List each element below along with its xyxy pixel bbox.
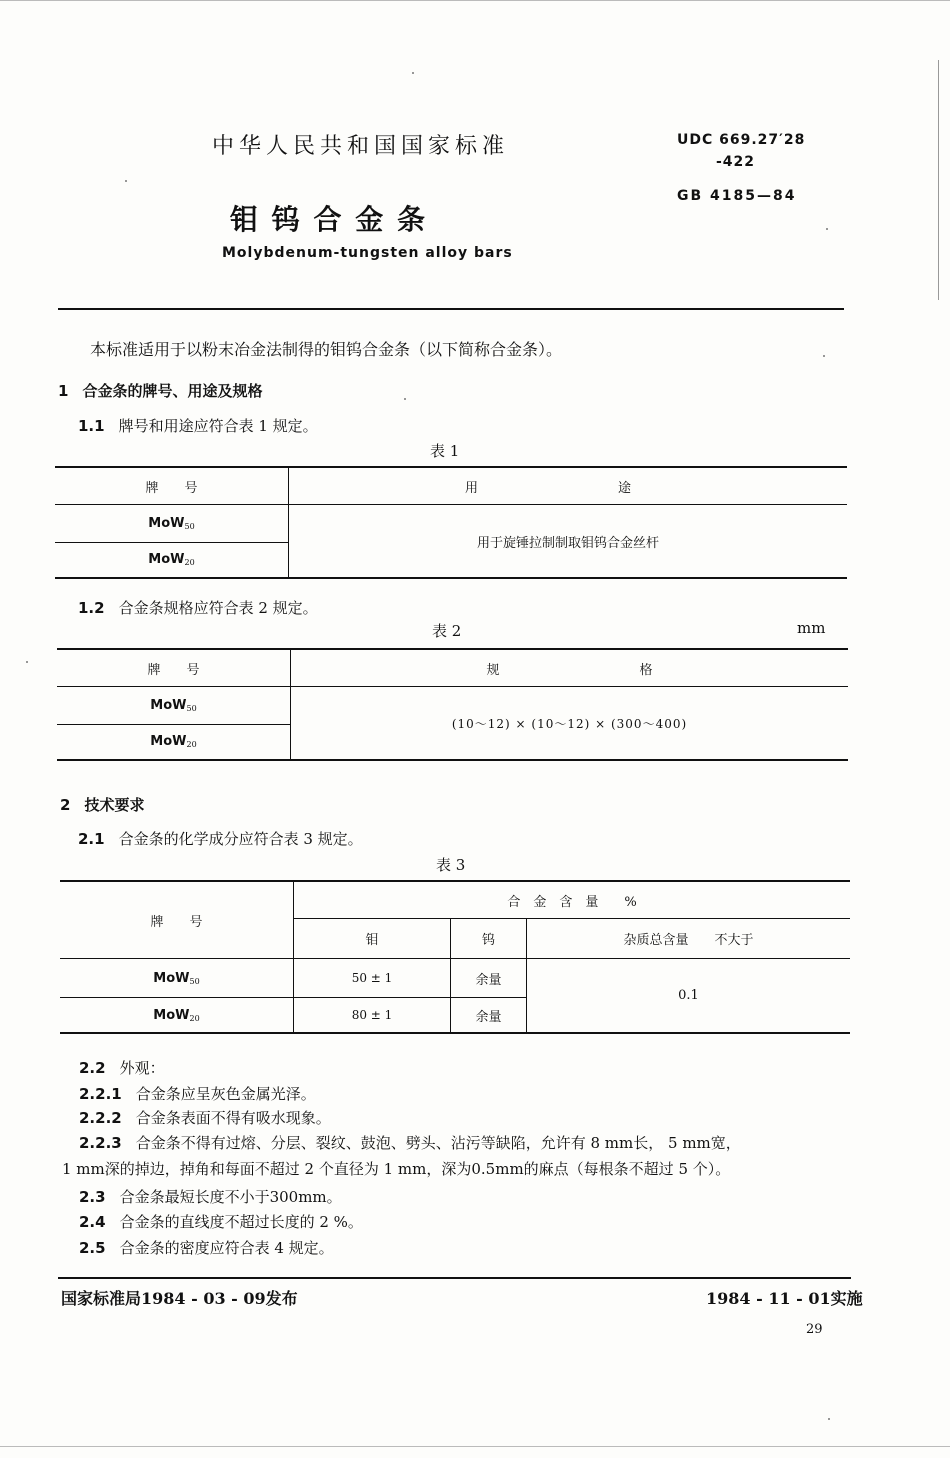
- table1-header-grade: 牌 号: [55, 467, 289, 505]
- section-2-heading: [60, 794, 144, 815]
- header-divider: [58, 308, 844, 310]
- title-en: Molybdenum-tungsten alloy bars: [222, 245, 513, 261]
- gb-number: GB 4185—84: [677, 188, 797, 204]
- udc-code: UDC 669.27′28: [677, 132, 806, 148]
- clause-number: 2.2.3: [79, 1134, 122, 1152]
- table3-header-grade: 牌 号: [60, 881, 294, 959]
- section-number: 2: [60, 796, 71, 814]
- table3-row-grade: MoW$_{20}$: [60, 998, 294, 1034]
- table3-row-mo: 80 ± 1: [294, 998, 451, 1034]
- clause-number: 2.5: [79, 1239, 106, 1257]
- table2-header-grade: 牌 号: [57, 649, 291, 687]
- clause-2-3: [79, 1186, 342, 1207]
- clause-text: 外观：: [119, 1059, 165, 1077]
- page-number: 29: [806, 1322, 823, 1337]
- clause-number: 2.2: [79, 1059, 106, 1077]
- table3-row-w: 余量: [451, 959, 527, 998]
- clause-text: 牌号和用途应符合表 1 规定。: [118, 417, 318, 435]
- section-title: 技术要求: [84, 796, 145, 814]
- clause-1-1: [78, 415, 318, 436]
- table3-impurity-value: 0.1: [527, 959, 851, 1034]
- table2-row-grade: MoW$_{50}$: [57, 687, 291, 725]
- intro-paragraph: 本标准适用于以粉末冶金法制得的钼钨合金条（以下简称合金条）。: [90, 340, 563, 359]
- clause-number: 1.1: [78, 417, 105, 435]
- clause-text: 合金条的直线度不超过长度的 2 %。: [119, 1213, 363, 1231]
- clause-2-2-3: [79, 1132, 741, 1153]
- section-title: 合金条的牌号、用途及规格: [82, 382, 263, 400]
- table2-caption: 表 2: [432, 622, 462, 640]
- table2-row-grade: MoW$_{20}$: [57, 724, 291, 760]
- clause-text: 合金条规格应符合表 2 规定。: [118, 599, 318, 617]
- clause-text: 合金条最短长度不小于300mm。: [119, 1188, 342, 1206]
- table3-header-content: 合 金 含 量 %: [294, 881, 851, 919]
- table3-caption: 表 3: [436, 856, 466, 874]
- section-1-heading: [58, 380, 262, 401]
- clause-number: 2.1: [78, 830, 105, 848]
- clause-2-4: [79, 1211, 363, 1232]
- table3-header-impurity: 杂质总含量 不大于: [527, 919, 851, 959]
- table3-header-w: 钨: [451, 919, 527, 959]
- table3-row-mo: 50 ± 1: [294, 959, 451, 998]
- issue-date: 国家标准局1984 - 03 - 09发布: [61, 1289, 298, 1308]
- clause-1-2: [78, 597, 318, 618]
- clause-2-2-1: [79, 1083, 316, 1104]
- table3-row-w: 余量: [451, 998, 527, 1034]
- scan-right-edge: [938, 60, 939, 300]
- clause-2-2-3-continuation: 1 mm深的掉边，掉角和每面不超过 2 个直径为 1 mm，深为0.5mm的麻点（每根条不超过 5 个）。: [62, 1160, 731, 1178]
- table-1: [55, 466, 847, 579]
- footer-divider: [58, 1277, 851, 1279]
- table3-row-grade: MoW$_{50}$: [60, 959, 294, 998]
- table1-use-cell: 用于旋锤拉制制取钼钨合金丝杆: [289, 505, 848, 579]
- udc-code-suffix: -422: [716, 154, 756, 170]
- clause-number: 1.2: [78, 599, 105, 617]
- clause-number: 2.2.1: [79, 1085, 122, 1103]
- implementation-date: 1984 - 11 - 01实施: [706, 1289, 863, 1308]
- clause-number: 2.2.2: [79, 1109, 122, 1127]
- clause-2-1: [78, 828, 363, 849]
- clause-number: 2.3: [79, 1188, 106, 1206]
- table-3: [60, 880, 850, 1034]
- table1-header-use: 用 途: [289, 467, 848, 505]
- clause-text: 合金条不得有过熔、分层、裂纹、鼓泡、劈头、沾污等缺陷，允许有 8 mm长， 5 mm宽，: [135, 1134, 741, 1152]
- clause-text: 合金条表面不得有吸水现象。: [135, 1109, 331, 1127]
- scan-bottom-edge: [0, 1446, 950, 1447]
- title-cn: 钼 钨 合 金 条: [230, 203, 427, 236]
- table2-spec-cell: (10～12) × (10～12) × (300～400): [291, 687, 849, 761]
- table2-header-spec: 规 格: [291, 649, 849, 687]
- scan-top-edge: [0, 0, 950, 1]
- section-number: 1: [58, 382, 69, 400]
- table1-row-grade: MoW$_{20}$: [55, 542, 289, 578]
- table3-header-mo: 钼: [294, 919, 451, 959]
- clause-text: 合金条的化学成分应符合表 3 规定。: [118, 830, 363, 848]
- clause-2-2: [79, 1057, 165, 1078]
- clause-text: 合金条应呈灰色金属光泽。: [135, 1085, 316, 1103]
- table2-unit: mm: [797, 619, 826, 637]
- table1-row-grade: MoW$_{50}$: [55, 505, 289, 543]
- table-2: [57, 648, 848, 761]
- clause-text: 合金条的密度应符合表 4 规定。: [119, 1239, 334, 1257]
- table1-caption: 表 1: [430, 442, 460, 460]
- clause-2-5: [79, 1237, 334, 1258]
- clause-2-2-2: [79, 1107, 331, 1128]
- clause-number: 2.4: [79, 1213, 106, 1231]
- national-standard-heading: 中华人民共和国国家标准: [212, 134, 510, 159]
